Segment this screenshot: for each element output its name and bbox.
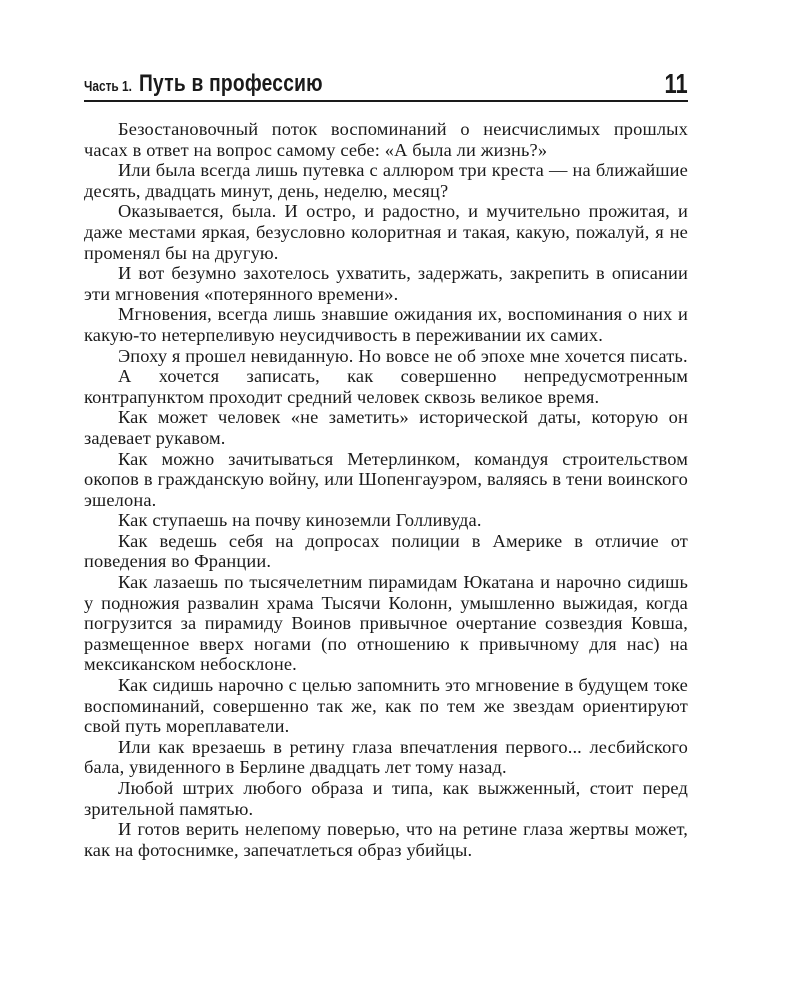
paragraph: Мгновения, всегда лишь знавшие ожидания их, воспоминания о них и какую-то нетерпеливую неусидчивость в переживании их самих. — [84, 304, 688, 345]
paragraph: Как может человек «не заметить» исторической даты, которую он задевает рукавом. — [84, 407, 688, 448]
running-head — [84, 64, 688, 102]
paragraph: Как можно зачитываться Метерлинком, командуя строительством окопов в гражданскую войну, или Шопенгауэром, валяясь в тени воинского эшелона. — [84, 448, 688, 510]
paragraph: Как сидишь нарочно с целью запомнить это мгновение в будущем токе воспоминаний, совершенно так же, как по тем же звездам ориентируют свой путь мореплаватели. — [84, 675, 688, 737]
paragraph: Как ступаешь на почву киноземли Голливуда. — [118, 510, 482, 531]
paragraph: Или как врезаешь в ретину глаза впечатления первого... лесбийского бала, увиденного в Берлине двадцать лет тому назад. — [84, 736, 688, 778]
body-text — [84, 119, 688, 860]
paragraph: Как ведешь себя на допросах полиции в Америке в отличие от поведения во Франции. — [84, 530, 688, 572]
paragraph: А хочется записать, как совершенно непредусмотренным контрапунктом проходит средний человек сквозь великое время. — [84, 366, 688, 407]
paragraph: И готов верить нелепому поверью, что на ретине глаза жертвы может, как на фотоснимке, запечатлеться образ убийцы. — [84, 819, 688, 860]
paragraph: Эпоху я прошел невиданную. Но вовсе не об эпохе мне хочется писать. — [118, 345, 688, 366]
running-head-left — [84, 70, 369, 98]
chapter-title: Путь в профессию — [139, 70, 324, 97]
paragraph: Как лазаешь по тысячелетним пирамидам Юкатана и нарочно сидишь у подножия развалин храма Тысячи Колонн, умышленно выжидая, когда погрузится за пирамиду Воинов привычное очертание созвездия Ковша, размещенное вверх ногами (по отношению к привычному для нас) на мексиканском небосклоне. — [84, 572, 688, 675]
paragraph: Любой штрих любого образа и типа, как выжженный, стоит перед зрительной памятью. — [84, 778, 688, 819]
part-label: Часть 1. — [84, 79, 132, 95]
page-number: 11 — [664, 68, 688, 99]
paragraph: Или была всегда лишь путевка с аллюром три креста — на ближайшие десять, двадцать минут, день, неделю, месяц? — [84, 160, 688, 201]
paragraph: Оказывается, была. И остро, и радостно, и мучительно прожитая, и даже местами яркая, безусловно колоритная и такая, какую, пожалуй, я не променял бы на другую. — [84, 201, 688, 263]
paragraph: Безостановочный поток воспоминаний о неисчислимых прошлых часах в ответ на вопрос самому себе: «А была ли жизнь?» — [84, 119, 688, 160]
paragraph: И вот безумно захотелось ухватить, задержать, закрепить в описании эти мгновения «потерянного времени». — [84, 263, 688, 304]
book-page — [84, 64, 688, 860]
